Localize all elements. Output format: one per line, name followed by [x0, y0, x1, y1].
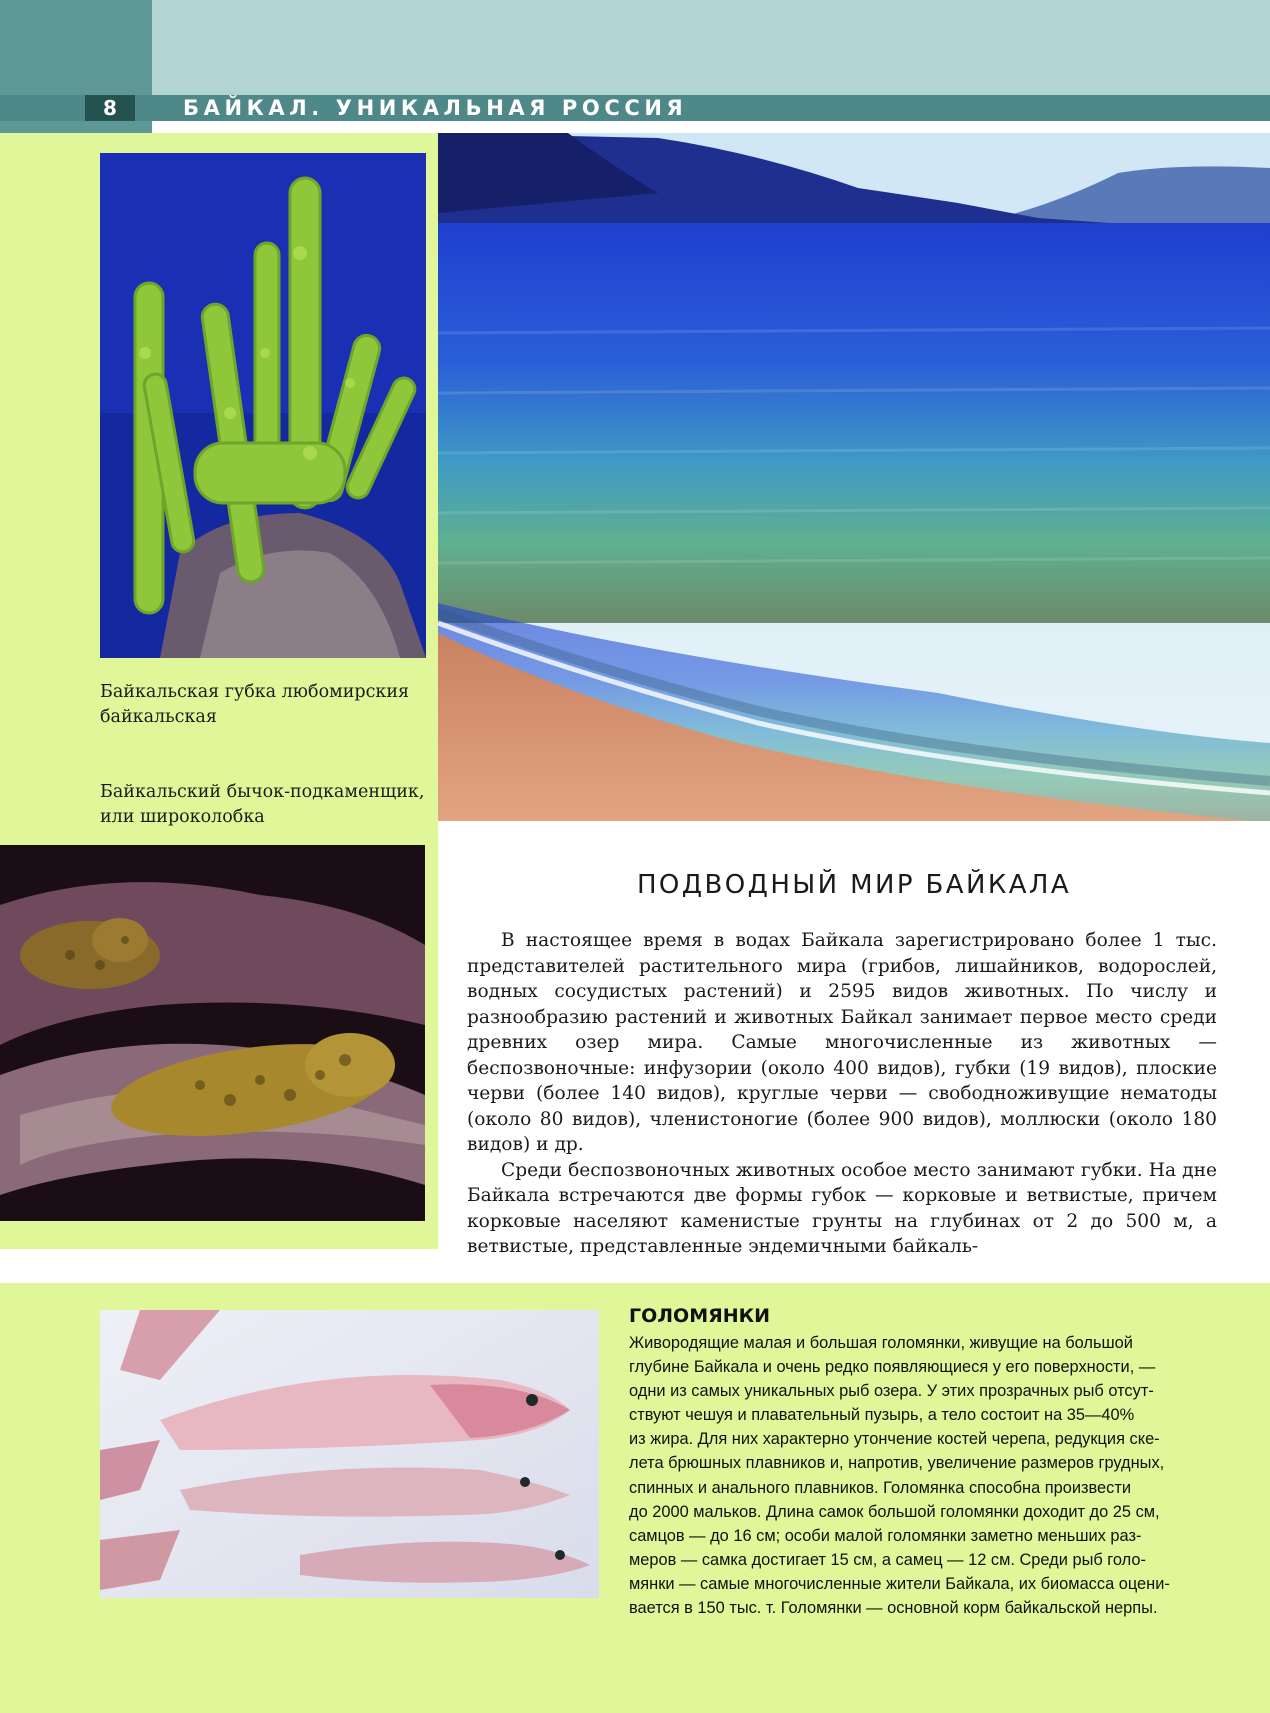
page-number: 8	[103, 96, 117, 120]
article-paragraph: В настоящее время в водах Байкала зарегистрировано более 1 тыс. представителей растительного мира (грибов, лишайников, водорослей, водных сосудистых растений) и 2595 видов животных. По числу и разнообразию растений и животных Байкал занимает первое место среди древних озер мира. Самые многочисленные из животных — беспозвоночные: инфузории (около 400 видов), губки (19 видов), плоские черви (более 140 видов), круглые черви — свободноживущие нематоды (около 80 видов), членистоногие (более 900 видов), моллюски (около 180 видов) и др.	[467, 930, 1217, 1155]
sponge-caption-line-1: Байкальская губка любомирския	[100, 682, 410, 702]
sidebar-line: лета брюшных плавников и, напротив, увеличение размеров грудных,	[629, 1454, 1165, 1473]
goby-caption-line-2: или широколобка	[100, 806, 265, 827]
running-title: БАЙКАЛ. УНИКАЛЬНАЯ РОССИЯ	[183, 96, 688, 120]
sidebar-line: спинных и анального плавников. Голомянка способна произвести	[629, 1478, 1132, 1497]
sidebar-line: до 2000 мальков. Длина самок большой голомянки доходит до 25 см,	[629, 1502, 1160, 1521]
goby-caption-line-1: Байкальский бычок-подкаменщик,	[100, 782, 425, 802]
sidebar-line: вается в 150 тыс. т. Голомянки — основной корм байкальской нерпы.	[629, 1599, 1158, 1618]
goby-caption	[100, 780, 435, 829]
sponge-caption-line-2: байкальская	[100, 706, 217, 727]
sidebar-line: мянки — самые многочисленные жители Байкала, их биомасса оцени-	[629, 1574, 1170, 1593]
lake-baikal-photo	[438, 133, 1270, 821]
article-title: ПОДВОДНЫЙ МИР БАЙКАЛА	[636, 870, 1072, 900]
baikal-goby-photo	[0, 845, 425, 1221]
header-light-band	[152, 0, 1270, 100]
sidebar-line: из жира. Для них характерно утончение костей черепа, редукция ске-	[629, 1430, 1160, 1449]
sidebar-line: самцов — до 16 см; особи малой голомянки заметно меньших раз-	[629, 1526, 1142, 1545]
sidebar-title: ГОЛОМЯНКИ	[629, 1305, 771, 1327]
sidebar-line: ствуют чешуя и плавательный пузырь, а тело состоит на 35—40%	[629, 1406, 1135, 1425]
sidebar-line: Живородящие малая и большая голомянки, живущие на большой	[629, 1334, 1133, 1352]
article-body	[467, 928, 1217, 1260]
sidebar-line: глубине Байкала и очень редко появляющиеся у его поверхности, —	[629, 1358, 1156, 1377]
sidebar-body	[629, 1331, 1187, 1620]
golomyanka-photo	[100, 1310, 599, 1598]
article-paragraph: Среди беспозвоночных животных особое место занимают губки. На дне Байкала встречаются две формы губок — корковые и ветвистые, причем корковые населяют каменистые грунты на глубинах от 2 до 500 м, а ветвистые, представленные эндемичными байкаль-	[467, 1159, 1217, 1257]
sidebar-line: одни из самых уникальных рыб озера. У этих прозрачных рыб отсут-	[629, 1382, 1154, 1401]
baikal-sponge-photo	[100, 153, 426, 658]
sponge-caption	[100, 680, 430, 729]
sidebar-line: меров — самка достигает 15 см, а самец — 12 см. Среди рыб голо-	[629, 1550, 1146, 1569]
